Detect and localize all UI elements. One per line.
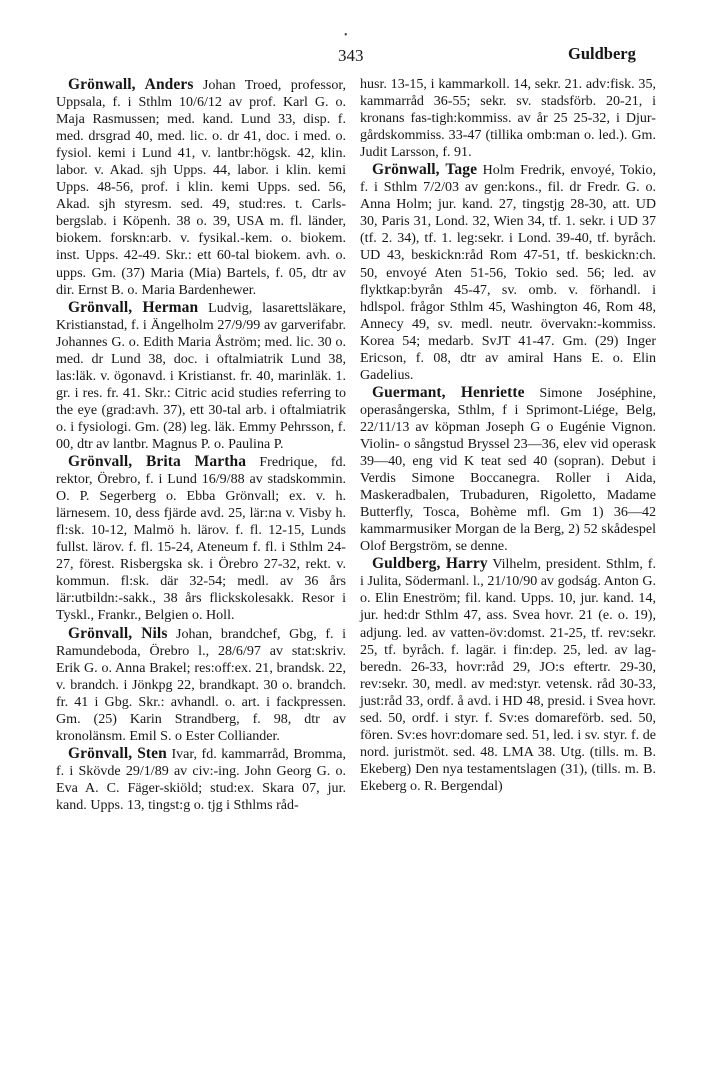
entry-name: Grönwall, Anders xyxy=(68,76,194,93)
entry-name: Grönvall, Sten xyxy=(68,744,167,762)
entry-name: Grönvall, Brita Martha xyxy=(68,453,247,471)
entry-body: Johan, brandchef, Gbg, f. i Ramundeboda, Örebro l., 28/6/97 av stat:skriv. Erik G. o. Anna Brakel; res:off:ex. 21, brandsk. 22, v. brandch. i Jönkpg 22, brandkapt. 30 o. brandch. fr. 41 i Gbg. Skr.: avhandl. o. art. i fackpressen. Gm. (25) Karin Strandberg, f. 98, dtr av kronolänsm. Emil S. o Ester Colliander. xyxy=(56,625,346,744)
entry-body: husr. 13-15, i kammarkoll. 14, sekr. 21. adv:fisk. 35, kammarråd 36-55; sekr. sv. stadsförb. 20-21, i kronans fas-tigh:kommiss. av år 25 25-32, i Djur-gårdskommiss. 33-47 (tillika omb:man o. led.). Gm. Judit Larsson, f. 91. xyxy=(360,76,656,161)
entry-guermant-henriette xyxy=(360,384,656,555)
entry-gronwall-anders xyxy=(56,76,346,299)
running-head: Guldberg xyxy=(568,44,636,63)
entry-gronvall-nils xyxy=(56,625,346,745)
page-number: 343 xyxy=(338,46,364,65)
entry-gronvall-brita xyxy=(56,453,346,624)
left-column xyxy=(56,76,346,814)
entry-body: Ivar, fd. kammarråd, Bromma, f. i Skövde 29/1/89 av civ:-ing. John Georg G. o. Eva A. C. Fäger-skiöld; stud:ex. Skara 07, jur. kand. Upps. 13, tingst:g o. tjg i Sthlms råd- xyxy=(56,745,346,813)
entry-gronvall-herman xyxy=(56,299,346,453)
entry-body: Johan Troed, professor, Uppsala, f. i Sthlm 10/6/12 av prof. Karl G. o. Maja Rasmussen; med. kand. Lund 33, disp. f. med. drsgrad 40, med. lic. o. dr 41, doc. i med. o. fysiol. kemi i Lund 41, v. lantbr:högsk. 42, klin. labor. v. Akad. sjh Upps. 44, labor. i klin. kemi Upps. 48-56, prof. i klin. kemi Upps. sed. 56, Akad. sjh styresm. sed. 49, stud:res. t. Carls-bergslab. i Köpenh. 38 o. 39, USA m. fl. länder, biokem. forskn:arb. v. fysikal.-kem. o. biokem. inst. Upps. 42-49. Skr.: ett 60-tal biokem. avh. o. upps. Gm. (37) Maria (Mia) Bartels, f. 05, dtr av dir. Ernst B. o. Maria Bardenhewer. xyxy=(56,77,346,298)
entry-body: Simone Joséphine, operasångerska, Sthlm, f i Sprimont-Liége, Belg, 22/11/13 av köpman Joseph G o Eugénie Vignon. Violin- o sångstud Bryssel 23—36, elev vid operask 39—40, eng vid K teat sed 40 (sopran). Debut i Verdis Simone Boccanegra. Roller i Aida, Maskeradbalen, Trubaduren, Rigoletto, Madame Butterfly, Tosca, Bohème mfl. Gm 1) 36—42 kammarmusiker Morgan de la Berg, 2) 52 skådespel Olof Bergström, se denne. xyxy=(360,384,657,555)
entry-body: Fredrique, fd. rektor, Örebro, f. i Lund 16/9/88 av stadskommin. O. P. Segerberg o. Ebba Grönvall; ex. v. h. lärnesem. 10, dess fjärde avd. 25, lär:na v. Visby h. fl:sk. 10-12, Malmö h. lärov. f. fl. 12-15, Lunds fullst. lärov. f. fl. 15-24, Ateneum f. fl. i Sthlm 24-27, förest. Risbergska sk. i Örebro 27-32, rekt. v. kommun. fl:sk. där 32-54; medl. av 36 års lär:utbildn:-sakk., 38 års flickskolesakk. Resor i Tyskl., Frankr., Belgien o. Holl. xyxy=(56,454,346,624)
entry-name: Grönvall, Nils xyxy=(68,624,168,642)
entry-name: Grönwall, Tage xyxy=(372,161,478,179)
entry-name: Guermant, Henriette xyxy=(372,383,525,401)
entry-gronvall-sten-continued xyxy=(360,76,656,161)
entry-body: Ludvig, lasarettsläkare, Kristianstad, f. i Ängelholm 27/9/99 av garverifabr. Johannes G. o. Edith Maria Åström; med. lic. 30 o. med. dr Lund 38, doc. i oftalmiatrik Lund 38, las:läk. v. ögonavd. i Kristianst. fr. 40, marinläk. 1. gr. i res. fr. 41. Skr.: Citric acid studies referring to the eye (grad:avh. 37), ett 30-tal arb. i oftalmiatrik o. i fysiologi. Gm. (28) leg. läk. Emmy Pehrsson, f. 00, dtr av lantbr. Magnus P. o. Paulina P. xyxy=(56,299,346,452)
entry-gronvall-sten xyxy=(56,745,346,814)
page-mark: • xyxy=(344,30,348,41)
entry-body: Holm Fredrik, envoyé, Tokio, f. i Sthlm 7/2/03 av gen:kons., fil. dr Fredr. G. o. Anna Holm; jur. kand. 27, tingstjg 28-30, att. UD 30, Paris 31, Lond. 32, Wien 34, tf. 1. sekr. i UD 37 (tf. 2. 34), tf. 1. leg:sekr. i Lond. 39-40, tf. byråch. UD 43, beskickn:råd Rom 47-51, tf. beskickn:ch. 50, envoyé Aten 51-56, Tokio sed. 56; led. av flyktkap:byrån 45-47, sv. omb. v. förhandl. i hdlspol. frågor Sthlm 45, Washington 46, Rom 48, Annecy 49, sv. medl. neutr. övervakn:-kommiss. Korea 54; medarb. SvJT 41-47. Gm. (29) Inger Ericson, f. 08, dtr av amiral Hans E. o. Elin Gadelius. xyxy=(360,162,656,383)
right-column xyxy=(360,76,656,795)
entry-name: Grönvall, Herman xyxy=(68,298,199,316)
entry-body: Vilhelm, president. Sthlm, f. i Julita, Södermanl. l., 21/10/90 av godság. Anton G. o. Elin Eneström; fil. kand. Upps. 10, jur. kand. 14, jur. hed:dr Sthlm 47, ass. Svea hovr. 21 (e. o. 19), adjung. led. av vatten-öv:domst. 21-25, tf. rev:sekr. 25, tf. byråch. f. lagär. i fin:dep. 25, led. av lag-beredn. 26-33, hovr:råd 29, JO:s eftertr. 29-30, rev:sekr. 30, medl. av med:styr. vetensk. råd 30-33, just:råd 33, ordf. å avd. i HD 48, presid. i Svea hovr. sed. 50, ordf. i styr. f. Sv:es domareförb. sed. 50, fören. Sv:es hovr:domare sed. 51, led. i sv. styr. f. de nord. juristmöt. sed. 48. LMA 38. Utg. (tills. m. B. Ekeberg) Den nya testamentslagen (31), (tills. m. B. Ekeberg o. R. Bergendal) xyxy=(360,556,656,794)
entry-name: Guldberg, Harry xyxy=(372,555,488,573)
entry-guldberg-harry xyxy=(360,555,656,795)
entry-gronwall-tage xyxy=(360,161,656,384)
